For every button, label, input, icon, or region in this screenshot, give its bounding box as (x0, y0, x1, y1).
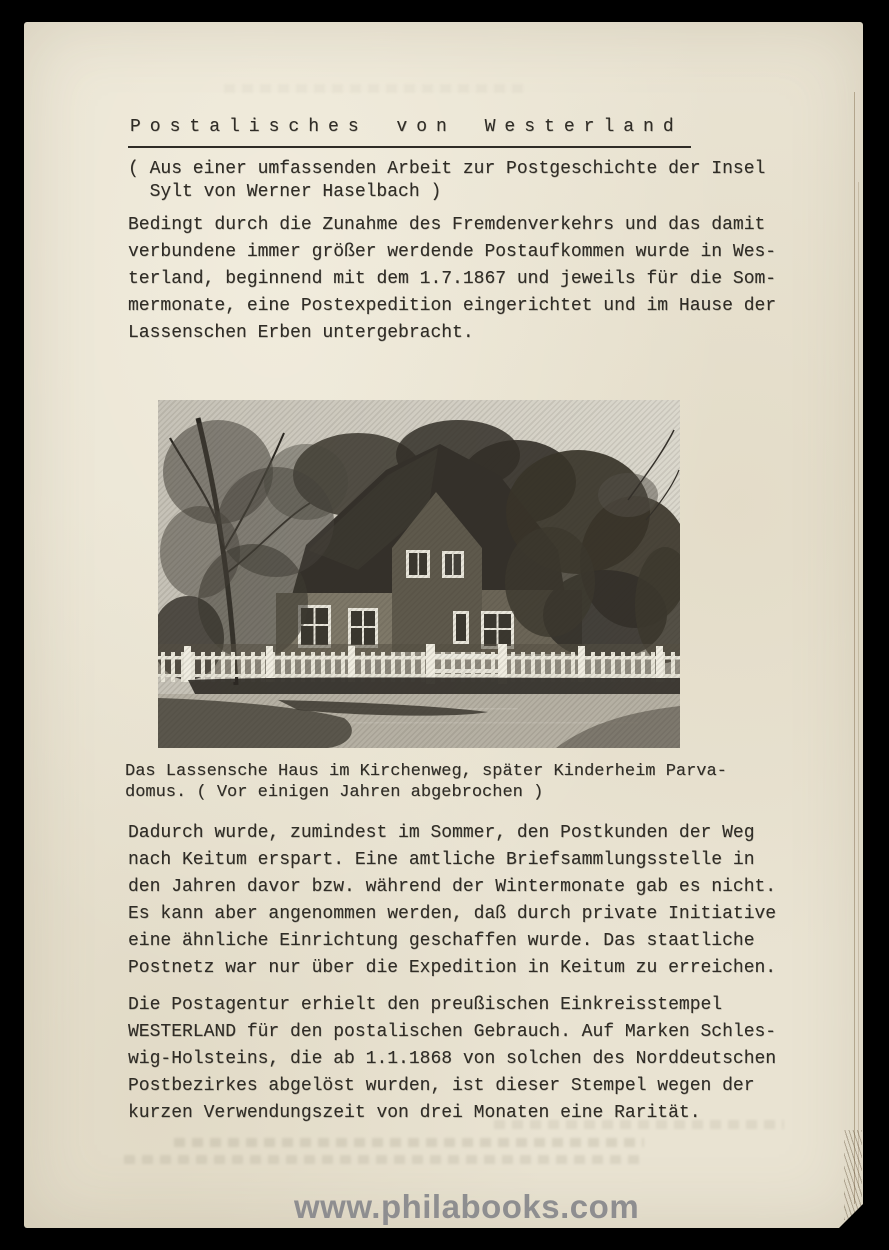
page-stack-edge (858, 182, 859, 1188)
paragraph-2: Dadurch wurde, zumindest im Sommer, den Postkunden der Weg nach Keitum erspart. Eine amtliche Briefsammlungsstelle in den Jahren davor bzw. während der Wintermonate gab es nicht. Es kann aber angenommen werden, daß durch private Initiative eine ähnliche Einrichtung geschaffen wurde. Das staatliche Postnetz war nur über die Expedition in Keitum zu erreichen. (128, 823, 777, 978)
philabooks-watermark: www.philabooks.com (294, 1188, 640, 1225)
photo-caption: Das Lassensche Haus im Kirchenweg, später Kinderheim Parva- domus. ( Vor einigen Jahren abgebrochen ) (125, 762, 727, 802)
page-corner-cut (838, 1203, 864, 1229)
paragraph-3: Die Postagentur erhielt den preußischen Einkreisstempel WESTERLAND für den postalischen Gebrauch. Auf Marken Schles- wig-Holsteins, die ab 1.1.1868 von solchen des Norddeutschen Postbezirkes abgelöst wurden, ist dieser Stempel wegen der kurzen Verwendungszeit von drei Monaten eine Rarität. (128, 995, 777, 1123)
lassensche-haus-photo (158, 400, 680, 748)
ghost-bleed-text (494, 1120, 784, 1129)
ghost-bleed-text (224, 84, 524, 93)
page-stack-edge (854, 92, 855, 1204)
ghost-bleed-text (174, 1138, 644, 1147)
page-title: Postalisches von Westerland (128, 114, 691, 148)
photo-illustration (158, 400, 680, 748)
paragraph-1: Bedingt durch die Zunahme des Fremdenverkehrs und das damit verbundene immer größer werdende Postaufkommen wurde in Wes- terland, beginnend mit dem 1.7.1867 und jeweils für die Som- mermonate, eine Postexpedition eingerichtet und im Hause der Lassenschen Erben untergebracht. (128, 215, 777, 343)
subtitle: ( Aus einer umfassenden Arbeit zur Postgeschichte der Insel Sylt von Werner Haselbach ) (128, 159, 766, 202)
ghost-bleed-text (124, 1155, 644, 1164)
scanned-page (24, 22, 863, 1228)
